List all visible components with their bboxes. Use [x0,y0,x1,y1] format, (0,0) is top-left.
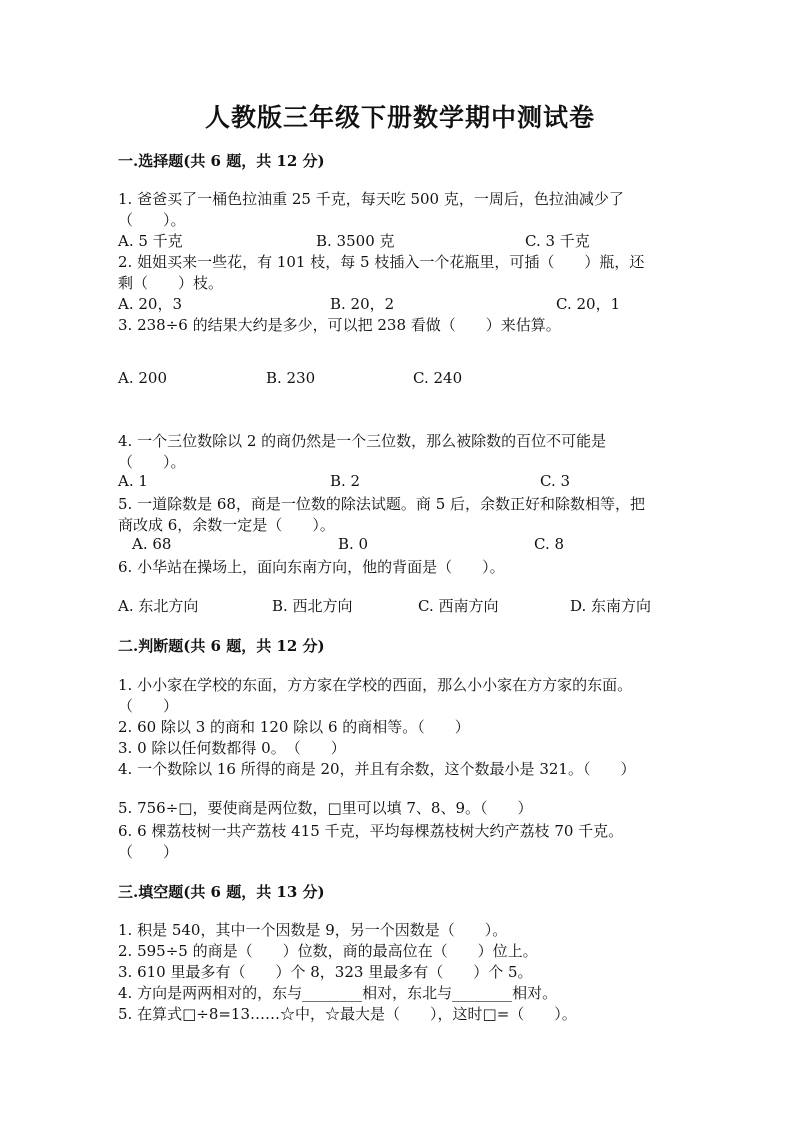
question-line: 5. 一道除数是 68，商是一位数的除法试题。商 5 后，余数正好和除数相等，把 [118,495,646,513]
question-line: 剩（ ）枝。 [118,274,224,292]
option-a: A. 68 [132,535,172,553]
question-line: （ ） [118,697,179,715]
option-a: A. 东北方向 [118,597,199,615]
option-b: B. 2 [330,472,361,490]
question-line: 3. 0 除以任何数都得 0。 （ ） [118,739,346,757]
question-line: 2. 姐姐买来一些花，有 101 枝，每 5 枝插入一个花瓶里，可插（ ）瓶，还 [118,253,645,271]
question-line: （ ） [118,843,179,861]
question-line: 2. 595÷5 的商是（ ）位数，商的最高位在（ ）位上。 [118,942,538,960]
question-line: 3. 610 里最多有（ ）个 8，323 里最多有（ ）个 5。 [118,963,533,981]
question-line: 5. 756÷□，要使商是两位数，□里可以填 7、8、9。（ ） [118,799,533,817]
question-line: 1. 积是 540，其中一个因数是 9，另一个因数是（ ）。 [118,921,508,939]
option-a: A. 5 千克 [118,232,183,250]
question-line: 3. 238÷6 的结果大约是多少，可以把 238 看做（ ）来估算。 [118,316,561,334]
question-line: 1. 小小家在学校的东面，方方家在学校的西面，那么小小家在方方家的东面。 [118,676,633,694]
option-c: C. 20，1 [556,295,621,313]
option-c: C. 3 [540,472,571,490]
question-line: （ ）。 [118,211,186,229]
question-line: （ ）。 [118,453,186,471]
option-c: C. 240 [413,369,463,387]
question-line: 6. 6 棵荔枝树一共产荔枝 415 千克，平均每棵荔枝树大约产荔枝 70 千克。 [118,822,624,840]
section-heading-judge: 二.判断题(共 6 题，共 12 分) [118,637,325,655]
option-c: C. 西南方向 [418,597,499,615]
option-a: A. 20，3 [118,295,182,313]
option-d: D. 东南方向 [570,597,652,615]
question-line: 4. 方向是两两相对的，东与________相对，东北与________相对。 [118,984,558,1002]
option-a: A. 1 [118,472,148,490]
option-b: B. 230 [266,369,316,387]
section-heading-fill: 三.填空题(共 6 题，共 13 分) [118,883,325,901]
question-line: 商改成 6，余数一定是（ ）。 [118,516,335,534]
question-line: 6. 小华站在操场上，面向东南方向，他的背面是（ ）。 [118,558,505,576]
option-b: B. 0 [338,535,369,553]
question-line: 1. 爸爸买了一桶色拉油重 25 千克，每天吃 500 克，一周后，色拉油减少了 [118,190,624,208]
question-line: 4. 一个数除以 16 所得的商是 20，并且有余数，这个数最小是 321。（ ） [118,760,636,778]
option-b: B. 3500 克 [316,232,395,250]
section-heading-choice: 一.选择题(共 6 题，共 12 分) [118,152,325,170]
option-b: B. 西北方向 [272,597,353,615]
question-line: 5. 在算式□÷8=13……☆中，☆最大是（ ），这时□=（ ）。 [118,1005,577,1023]
question-line: 4. 一个三位数除以 2 的商仍然是一个三位数，那么被除数的百位不可能是 [118,432,607,450]
option-b: B. 20，2 [330,295,395,313]
option-c: C. 8 [534,535,565,553]
page-title: 人教版三年级下册数学期中测试卷 [204,103,595,132]
option-a: A. 200 [118,369,167,387]
option-c: C. 3 千克 [525,232,590,250]
question-line: 2. 60 除以 3 的商和 120 除以 6 的商相等。（ ） [118,718,470,736]
